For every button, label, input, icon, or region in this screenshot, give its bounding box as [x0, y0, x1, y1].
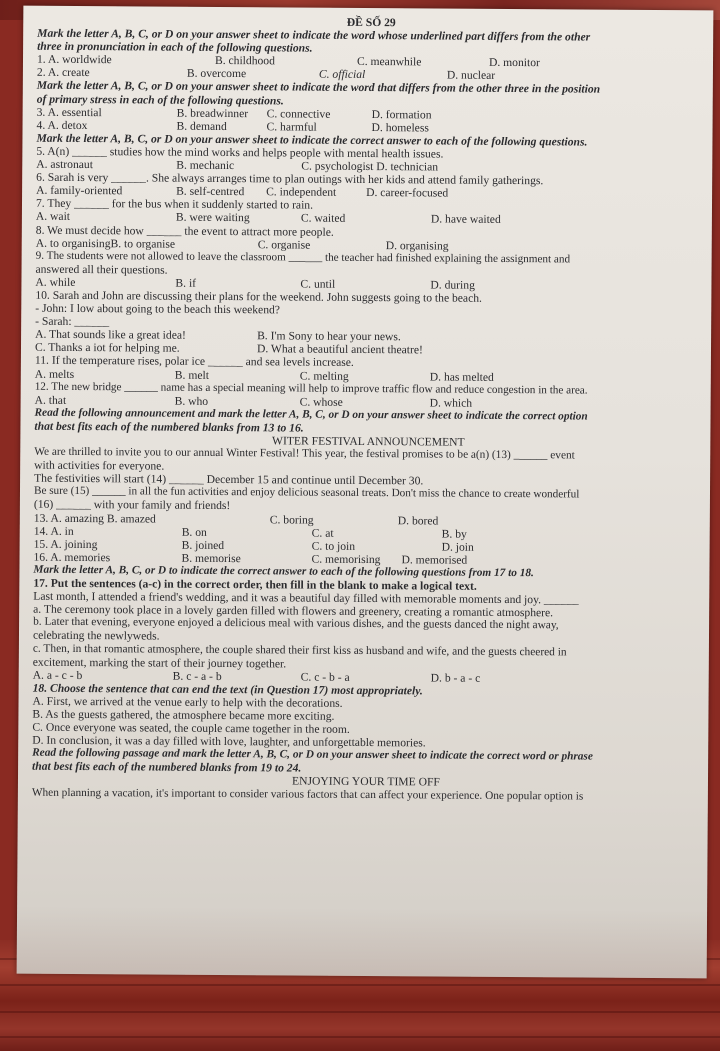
- question-17-b: b. Later that evening, everyone enjoyed a delicious meal with various dishes, and the guests danced the night away,: [33, 615, 559, 632]
- passage-p1: When planning a vacation, it's important to consider various factors that can affect your experience. One popular option is: [31, 786, 584, 803]
- question-17-intro: Last month, I attended a friend's wedding, and it was a beautiful day filled with memorable moments and joy. ______: [33, 589, 579, 607]
- announcement-p3: The festivities will start (14) ______ December 15 and continue until December 30.: [34, 471, 424, 488]
- question-10-options-ab: A. That sounds like a great idea! B. I'm Sony to hear your news.: [35, 327, 401, 344]
- section1-instruction: Mark the letter A, B, C, or D on your answer sheet to indicate the word whose underlined part differs from the other: [37, 26, 591, 44]
- question-17-a: a. The ceremony took place in a lovely garden filled with flowers and greenery, creating a romantic atmosphere.: [33, 602, 554, 620]
- section1-instruction-2: three in pronunciation in each of the following questions.: [37, 39, 313, 55]
- question-11-stem: 11. If the temperature rises, polar ice ______ and sea levels increase.: [34, 354, 354, 370]
- question-10-stem: 10. Sarah and John are discussing their plans for the weekend. John suggests going to the beach.: [35, 288, 482, 305]
- question-1: 1. A. worldwide B. childhood C. meanwhile D. monitor: [36, 52, 540, 70]
- question-18-d: D. In conclusion, it was a day filled with love, laughter, and unforgettable memories.: [32, 733, 426, 750]
- question-17-c: c. Then, in that romantic atmosphere, the couple shared their first kiss as husband and wife, and the guests cheered in: [32, 642, 567, 658]
- section3-instruction: Mark the letter A, B, C, or D on your answer sheet to indicate the correct answer to each of the following questions.: [36, 131, 588, 149]
- announcement-p2: with activities for everyone.: [34, 458, 165, 473]
- question-12-stem: 12. The new bridge ______ name has a special meaning will help to improve traffic flow and reduce congestion in the area.: [34, 380, 588, 397]
- announcement-p5: (16) ______ with your family and friends!: [33, 498, 231, 513]
- announcement-p4: Be sure (15) ______ in all the fun activities and enjoy delicious seasonal treats. Don't miss the chance to create wonderful: [33, 485, 580, 501]
- passage-title: ENJOYING YOUR TIME OFF: [292, 774, 440, 789]
- exam-header: ĐỀ SỐ 29: [346, 15, 396, 30]
- question-16: 16. A. memories B. memorise C. memorising D. memorised: [33, 550, 468, 567]
- exam-paper: [17, 6, 714, 979]
- question-17-stem: 17. Put the sentences (a-c) in the correct order, then fill in the blank to make a logical text.: [33, 576, 477, 593]
- question-8-stem: 8. We must decide how ______ the event to attract more people.: [35, 223, 334, 239]
- question-7-options: A. wait B. were waiting C. waited D. have waited: [35, 210, 501, 227]
- question-17-options: A. a - c - b B. c - a - b C. c - b - a D. b - a - c: [32, 668, 481, 685]
- question-15: 15. A. joining B. joined C. to join D. join: [33, 537, 474, 554]
- announcement-p1: We are thrilled to invite you to our annual Winter Festival! This year, the festival promises to be a(n) (13) ______ event: [34, 445, 575, 462]
- question-13: 13. A. amazing B. amazed C. boring D. bored: [33, 511, 439, 528]
- section2-instruction: Mark the letter A, B, C, or D on your answer sheet to indicate the word that differs from the other three in the position: [36, 79, 601, 97]
- question-17-c-2: excitement, marking the start of their journey together.: [32, 655, 287, 671]
- question-6-stem: 6. Sarah is very ______. She always arranges time to plan outings with her kids and attend family gatherings.: [36, 170, 544, 188]
- section6-instruction: Read the following passage and mark the letter A, B, C, or D on your answer sheet to indicate the correct word or phrase: [32, 746, 593, 763]
- question-2: 2. A. create B. overcome C. official D. nuclear: [36, 66, 496, 83]
- question-7-stem: 7. They ______ for the bus when it suddenly started to rain.: [35, 197, 314, 212]
- question-18-stem: 18. Choose the sentence that can end the text (in Question 17) most appropriately.: [32, 681, 423, 698]
- exam-content: [32, 14, 705, 804]
- question-9-options: A. while B. if C. until D. during: [35, 275, 475, 292]
- section6-instruction-2: that best fits each of the numbered blanks from 19 to 24.: [32, 760, 302, 775]
- question-3: 3. A. essential B. breadwinner C. connective D. formation: [36, 105, 432, 122]
- question-4: 4. A. detox B. demand C. harmful D. homeless: [36, 118, 429, 135]
- announcement-title: WITER FESTIVAL ANNOUNCEMENT: [272, 434, 465, 449]
- question-10-options-cd: C. Thanks a iot for helping me. D. What a beautiful ancient theatre!: [34, 341, 423, 357]
- question-10-john: - John: I low about going to the beach this weekend?: [35, 301, 281, 317]
- question-5-stem: 5. A(n) ______ studies how the mind works and helps people with mental health issues.: [36, 144, 444, 161]
- section5-instruction: Mark the letter A, B, C, or D to indicate the correct answer to each of the following questions from 17 to 18.: [33, 563, 534, 580]
- question-10-sarah: - Sarah: ______: [35, 314, 110, 329]
- question-18-a: A. First, we arrived at the venue early to help with the decorations.: [32, 694, 343, 710]
- question-6-options: A. family-oriented B. self-centred C. independent D. career-focused: [36, 183, 449, 200]
- question-18-c: C. Once everyone was seated, the couple came together in the room.: [32, 720, 350, 736]
- question-8-options: A. to organisingB. to organise C. organise D. organising: [35, 236, 449, 253]
- question-5-options: A. astronaut B. mechanic C. psychologist D. technician: [36, 157, 439, 174]
- question-12-options: A. that B. who C. whose D. which: [34, 393, 473, 410]
- question-11-options: A. melts B. melt C. melting D. has melted: [34, 367, 494, 384]
- question-9-stem-2: answered all their questions.: [35, 262, 168, 277]
- question-14: 14. A. in B. on C. at B. by: [33, 524, 467, 541]
- section2-instruction-2: of primary stress in each of the following questions.: [36, 92, 284, 107]
- section4-instruction-2: that best fits each of the numbered blanks from 13 to 16.: [34, 419, 304, 435]
- section4-instruction: Read the following announcement and mark the letter A, B, C, or D on your answer sheet to indicate the correct option: [34, 406, 588, 423]
- question-17-b-2: celebrating the newlyweds.: [32, 629, 160, 643]
- question-9-stem: 9. The students were not allowed to leave the classroom ______ the teacher had finished explaining the assignment and: [35, 249, 571, 266]
- question-18-b: B. As the guests gathered, the atmosphere became more exciting.: [32, 707, 335, 723]
